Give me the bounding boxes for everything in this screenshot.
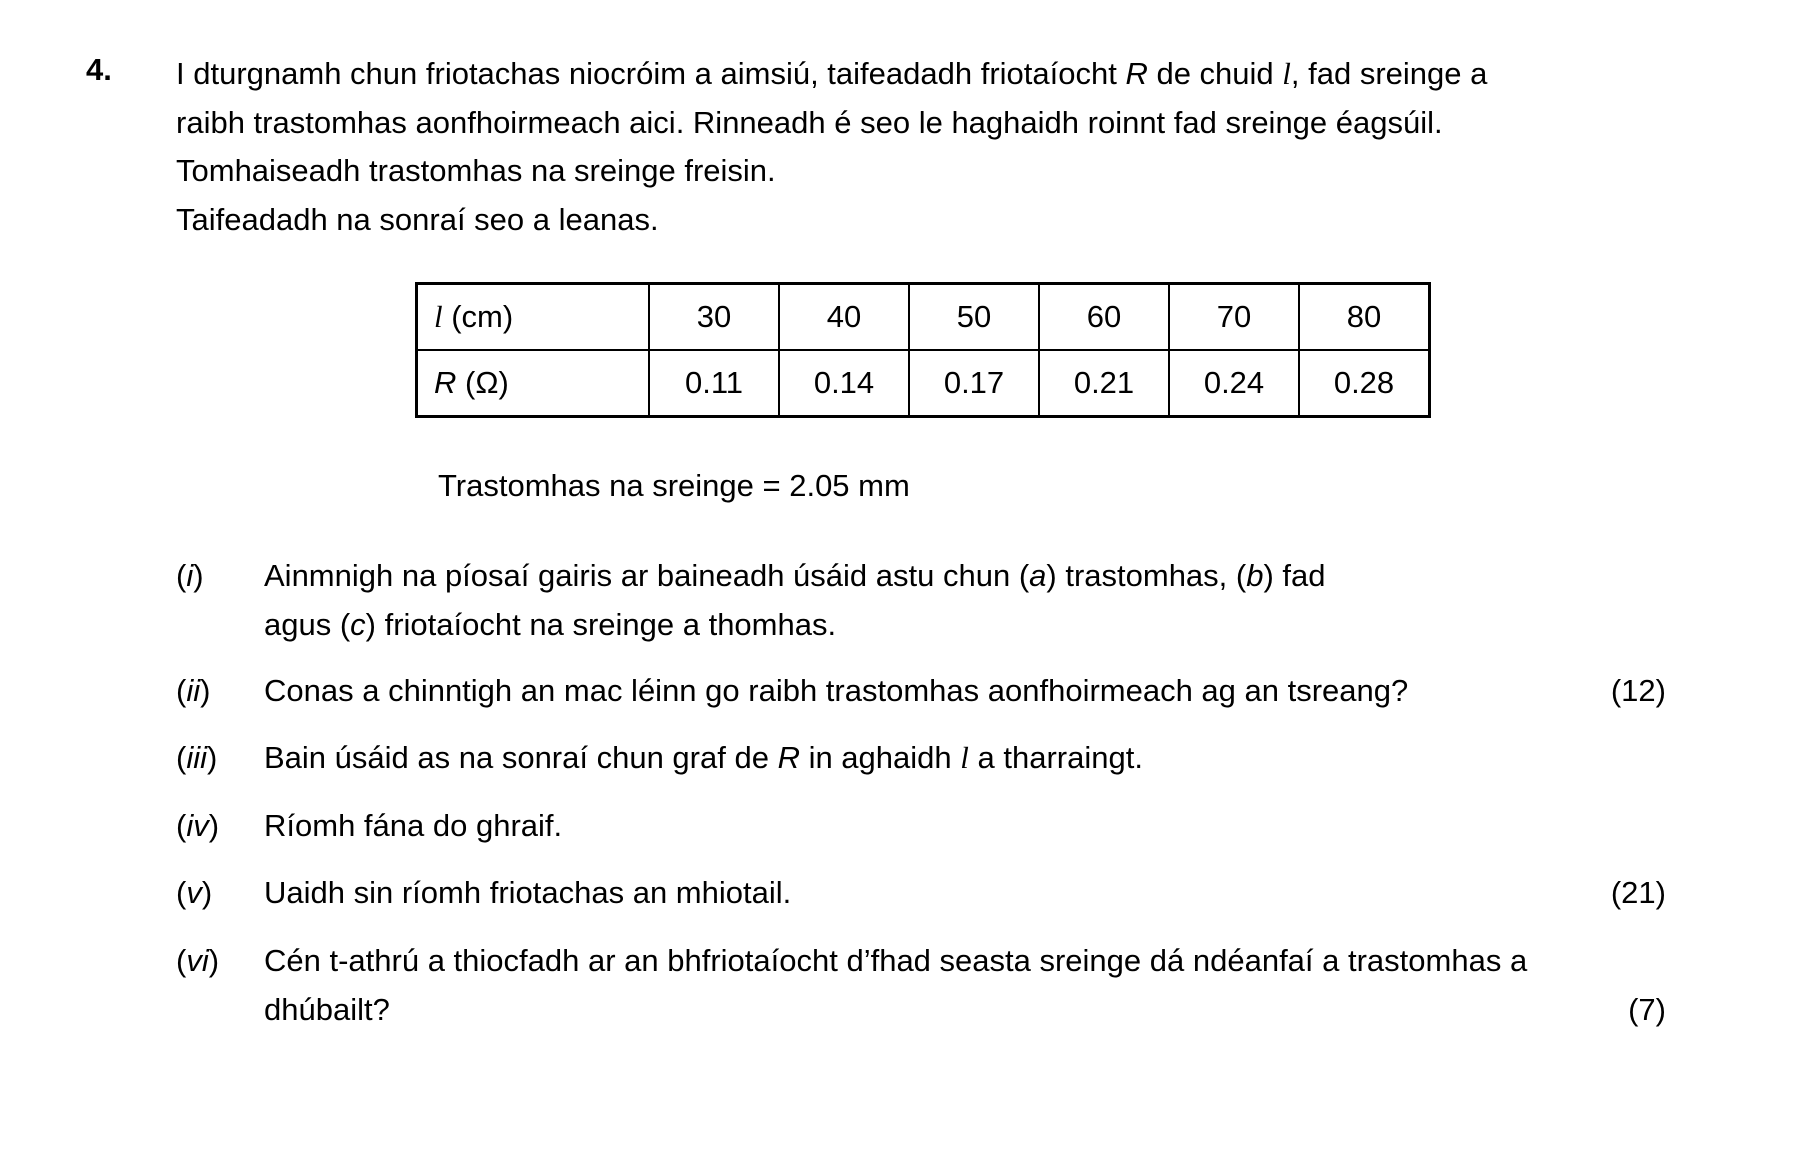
part-text: Ríomh fána do ghraif.: [264, 808, 563, 843]
part-label: (v): [176, 875, 213, 910]
stem-line-1: [176, 50, 1656, 99]
part-label: (i): [176, 558, 204, 593]
table-cell: 0.14: [779, 350, 909, 417]
table-cell: 0.17: [909, 350, 1039, 417]
stem-text: , fad sreinge a: [1290, 56, 1488, 91]
stem-line-2: raibh trastomhas aonfhoirmeach aici. Rinneadh é seo le haghaidh roinnt fad sreinge éagsúil.: [176, 104, 1443, 140]
part-text: Ainmnigh na píosaí gairis ar baineadh úsáid astu chun (a) trastomhas, (b) fad agus (c) friotaíocht na sreinge a thomhas.: [264, 558, 1326, 642]
part-label: (vi): [176, 943, 220, 978]
table-cell: 80: [1299, 284, 1430, 351]
part-label: (ii): [176, 673, 211, 708]
part-label: (iv): [176, 808, 220, 843]
variable-R: R: [1125, 56, 1148, 91]
table-cell: 60: [1039, 284, 1169, 351]
stem-text: I dturgnamh chun friotachas niocróim a aimsiú, taifeadadh friotaíocht: [176, 56, 1126, 91]
table-cell: 0.11: [649, 350, 779, 417]
row-header-length: [417, 284, 650, 351]
unit-label: (Ω): [456, 365, 509, 400]
question-stem: [176, 50, 1656, 244]
marks: (12): [1610, 673, 1666, 708]
marks: (21): [1610, 875, 1666, 910]
table-row-resistance: [417, 350, 1430, 417]
marks: (7): [1628, 991, 1666, 1027]
variable-R: R: [434, 365, 457, 400]
part-text: Bain úsáid as na sonraí chun graf de R in aghaidh l a tharraingt.: [264, 740, 1143, 775]
table-cell: 50: [909, 284, 1039, 351]
table-cell: 0.28: [1299, 350, 1430, 417]
diameter-statement: Trastomhas na sreinge = 2.05 mm: [438, 468, 910, 503]
stem-text: de chuid: [1147, 56, 1283, 91]
part-text: Cén t-athrú a thiocfadh ar an bhfriotaíocht d’fhad seasta sreinge dá ndéanfaí a trastomhas a dhúbailt?: [264, 943, 1528, 1027]
question-number: 4.: [86, 52, 112, 87]
stem-line-4: Taifeadadh na sonraí seo a leanas.: [176, 201, 659, 237]
part-text: Conas a chinntigh an mac léinn go raibh trastomhas aonfhoirmeach ag an tsreang?: [264, 673, 1409, 708]
table-row-length: [417, 284, 1430, 351]
stem-line-3: Tomhaiseadh trastomhas na sreinge freisin.: [176, 153, 776, 188]
unit-label: (cm): [442, 299, 514, 334]
data-table: [415, 282, 1431, 418]
part-label: (iii): [176, 740, 218, 775]
table-cell: 0.24: [1169, 350, 1299, 417]
variable-l: l: [434, 299, 443, 334]
row-header-resistance: [417, 350, 650, 417]
table-cell: 30: [649, 284, 779, 351]
table-cell: 0.21: [1039, 350, 1169, 417]
table-cell: 40: [779, 284, 909, 351]
part-text: Uaidh sin ríomh friotachas an mhiotail.: [264, 875, 792, 910]
variable-l: l: [1282, 56, 1291, 91]
table-cell: 70: [1169, 284, 1299, 351]
